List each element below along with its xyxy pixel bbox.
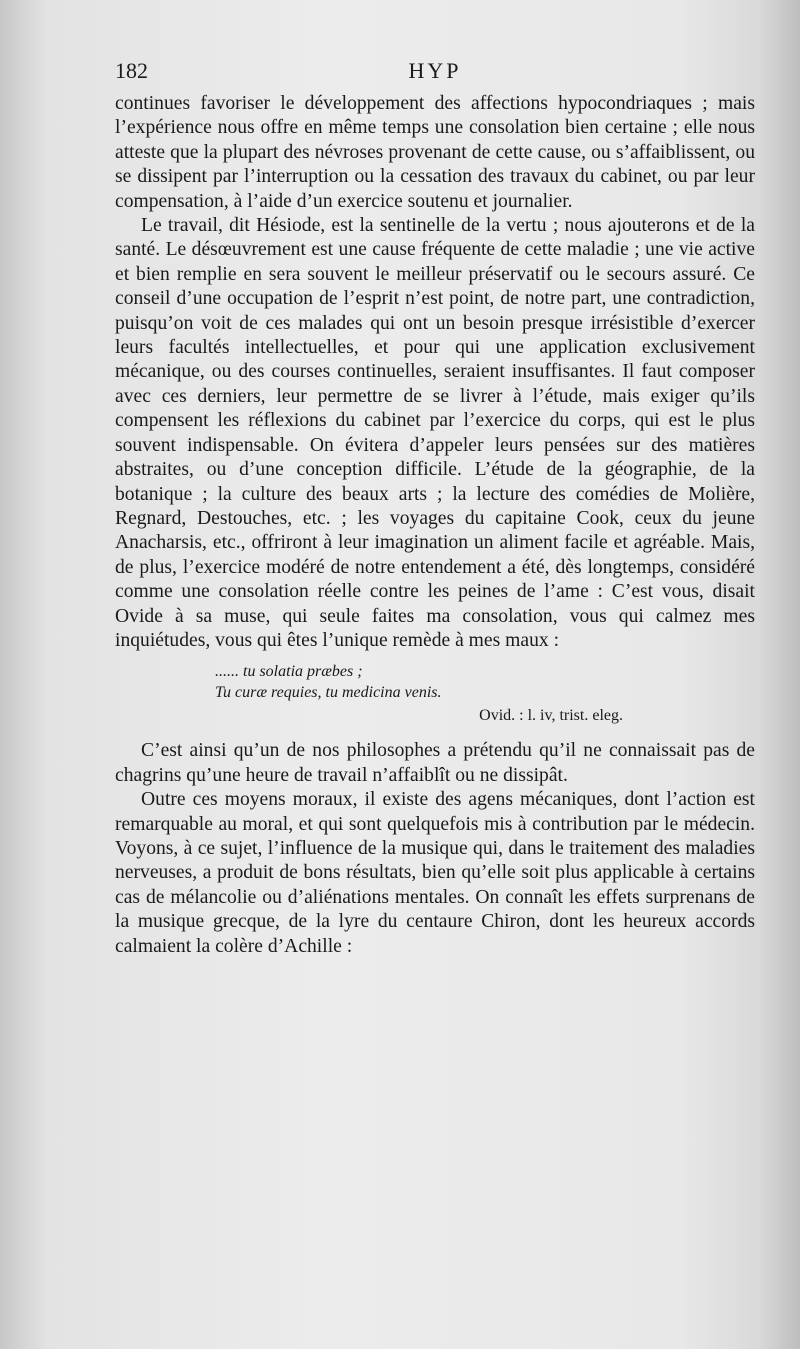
paragraph-continuation: continues favoriser le développement des affections hypocondriaques ; mais l’expérience nous offre en même temps une consolation bien certaine ; elle nous atteste que la plupart des névroses provenant de cette cause, ou s’affaiblissent, ou se dissipent par l’interruption ou la cessation des travaux du cabinet, ou par leur compensation, à l’aide d’un exercice soutenu et journalier. [115, 93, 755, 212]
quote-line-1: ...... tu solatia præbes ; [215, 663, 363, 681]
quote-line-2: Tu curæ requies, tu medicina venis. [215, 684, 442, 702]
latin-quote [115, 661, 755, 703]
running-head [115, 58, 755, 92]
text-block [115, 58, 755, 959]
paragraph-travail: Le travail, dit Hésiode, est la sentinelle de la vertu ; nous ajouterons et de la santé. Le désœuvrement est une cause fréquente de cette maladie ; une vie active et bien remplie en sera souvent le meilleur préservatif ou le secours assuré. Ce conseil d’une occupation de l’esprit n’est point, de notre part, une contradiction, puisqu’on voit de ces malades qui ont un besoin presque irrésistible d’exercer leurs facultés intellectuelles, et pour qui une application exclusivement mécanique, ou des courses continuelles, seraient insuffisantes. Il faut composer avec ces derniers, leur permettre de se livrer à l’étude, mais exiger qu’ils compensent les réflexions du cabinet par l’exercice du corps, qui est le plus souvent indispensable. On évitera d’appeler leurs pensées sur des matières abstraites, ou d’une conception difficile. L’étude de la géographie, de la botanique ; la culture des beaux arts ; la lecture des comédies de Molière, Regnard, Destouches, etc. ; les voyages du capitaine Cook, ceux du jeune Anacharsis, etc., offriront à leur imagination un aliment facile et agréable. Mais, de plus, l’exercice modéré de notre entendement a été, dès longtemps, considéré comme une consolation réelle contre les peines de l’ame : C’est vous, disait Ovide à sa muse, qui seule faites ma consolation, vous qui calmez mes inquiétudes, vous qui êtes l’unique remède à mes maux : [115, 215, 755, 651]
body-text [115, 92, 755, 959]
paragraph-musique: Outre ces moyens moraux, il existe des agens mécaniques, dont l’action est remarquable au moral, et qui sont quelquefois mis à contribution par le médecin. Voyons, à ce sujet, l’influence de la musique qui, dans le traitement des maladies nerveuses, a produit de bons résultats, bien qu’elle soit plus applicable à certains cas de mélancolie ou d’aliénations mentales. On connaît les effets surprenans de la musique grecque, de la lyre du centaure Chiron, dont les heureux accords calmaient la colère d’Achille : [115, 789, 755, 957]
page-number: 182 [115, 58, 148, 83]
paragraph-philosophes: C’est ainsi qu’un de nos philosophes a prétendu qu’il ne connaissait pas de chagrins qu’une heure de travail n’affaiblît ou ne dissipât. [115, 740, 755, 786]
running-title: HYP [408, 58, 462, 83]
quote-citation: Ovid. : l. iv, trist. eleg. [479, 707, 623, 725]
